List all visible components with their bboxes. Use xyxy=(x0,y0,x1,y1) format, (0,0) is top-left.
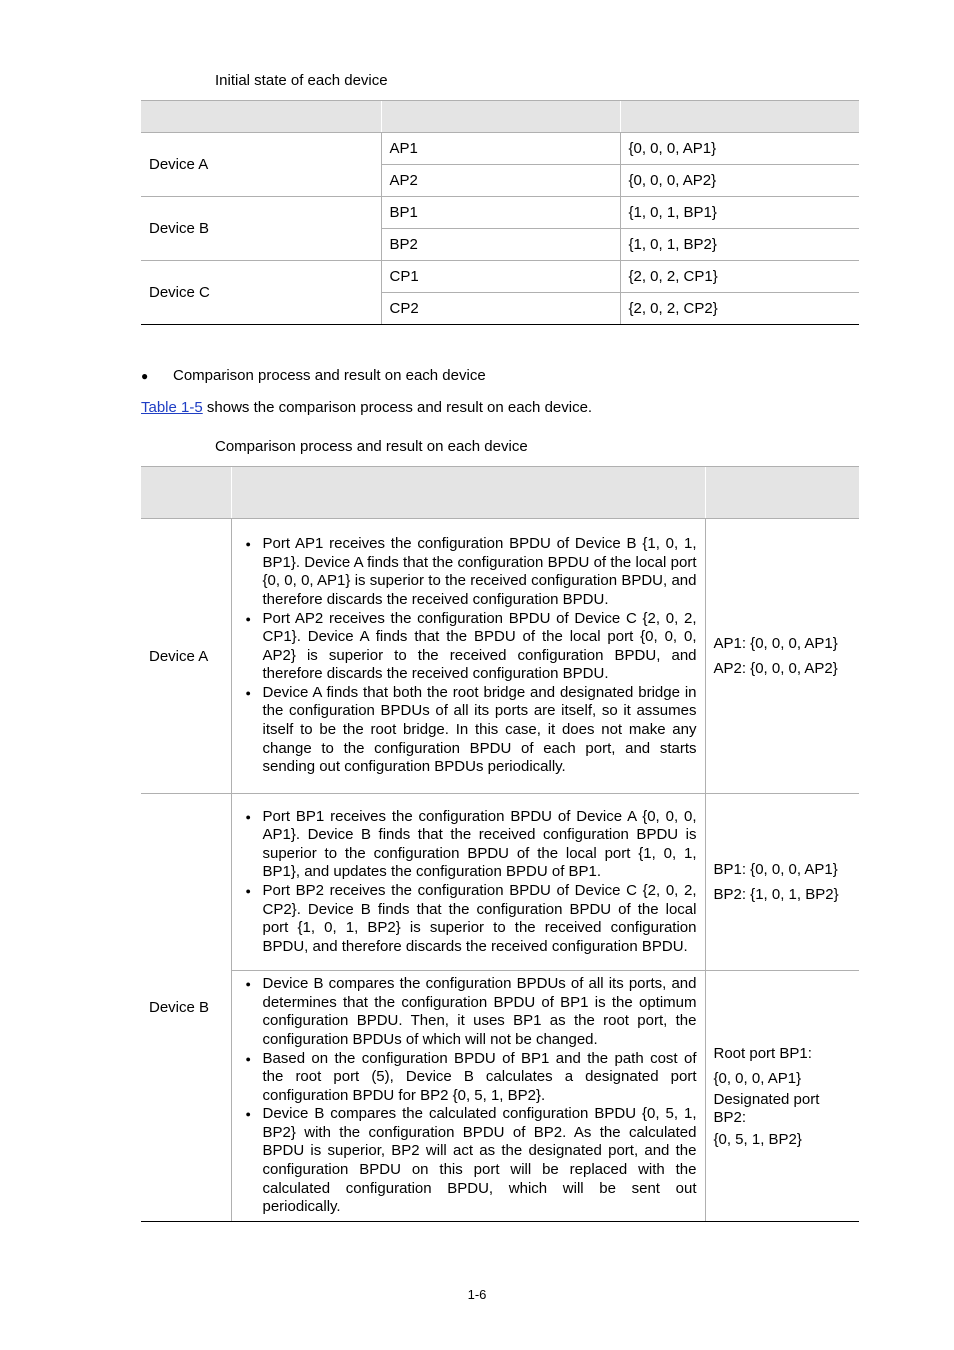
bpdu-cell: {0, 0, 0, AP1} xyxy=(620,133,859,165)
table1-header-cell xyxy=(141,101,381,133)
result-line: AP1: {0, 0, 0, AP1} xyxy=(713,635,838,652)
process-cell xyxy=(231,519,705,794)
bpdu-cell: {1, 0, 1, BP1} xyxy=(620,197,859,229)
table-row xyxy=(141,261,859,293)
list-item: ● Port AP2 receives the configuration BPDU of Device C {2, 0, 2, CP1}. Device A finds that the BPDU of the local port {0, 0, 0, AP2} is superior to the received configuration BPDU, and therefore discards the received configuration BPDU. xyxy=(240,610,697,684)
result-line: {0, 0, 0, AP1} xyxy=(713,1069,802,1087)
bpdu-cell: {2, 0, 2, CP2} xyxy=(620,293,859,325)
table1-header-row xyxy=(141,101,859,133)
table-row xyxy=(141,971,859,1222)
result-cell xyxy=(705,519,859,794)
table2-header-cell xyxy=(141,467,231,519)
device-cell: Device A xyxy=(141,519,231,794)
section-bullet xyxy=(141,367,486,385)
result-line: Designated port BP2: xyxy=(713,1090,820,1126)
table2-caption: Comparison process and result on each device xyxy=(215,438,528,455)
list-item: ● Device B compares the calculated configuration BPDU {0, 5, 1, BP2} with the configuration BPDU of BP2. As the calculated BPDU is superior, BP2 will act as the designated port, and the configuration BPDU on this port will be replaced with the calculated configuration BPDU, which will be sent out periodically. xyxy=(240,1105,697,1217)
result-cell xyxy=(705,971,859,1222)
bullet-icon: ● xyxy=(141,369,149,383)
list-item: ● Device B compares the configuration BPDUs of all its ports, and determines that the configuration BPDU of BP1 is the optimum configuration BPDU. Then, it uses BP1 as the root port, the configuration BPDUs of which will not be changed. xyxy=(240,975,697,1049)
intro-paragraph xyxy=(141,399,592,417)
result-line: Root port BP1: xyxy=(713,1044,812,1062)
device-cell: Device A xyxy=(141,133,381,197)
list-item: ● Port BP1 receives the configuration BPDU of Device A {0, 0, 0, AP1}. Device B finds that the received configuration BPDU is superior to the configuration BPDU of the local port {1, 0, 1, BP1}, and updates the configuration BPDU of BP1. xyxy=(240,808,697,882)
result-line: {0, 5, 1, BP2} xyxy=(713,1130,802,1148)
result-line: BP1: {0, 0, 0, AP1} xyxy=(713,861,838,878)
initial-state-table xyxy=(141,100,859,325)
bullet-text: Comparison process and result on each device xyxy=(173,367,486,384)
comparison-table xyxy=(141,466,859,1222)
port-cell: AP2 xyxy=(381,165,620,197)
table2-header-cell xyxy=(705,467,859,519)
table2-header-cell xyxy=(231,467,705,519)
table1-header-cell xyxy=(381,101,620,133)
process-cell xyxy=(231,794,705,971)
port-cell: AP1 xyxy=(381,133,620,165)
table-row xyxy=(141,519,859,794)
table-reference-link[interactable]: Table 1-5 xyxy=(141,399,203,416)
result-line: BP2: {1, 0, 1, BP2} xyxy=(713,886,839,903)
process-list xyxy=(240,808,697,957)
bpdu-cell: {2, 0, 2, CP1} xyxy=(620,261,859,293)
table1-caption: Initial state of each device xyxy=(215,72,388,89)
device-cell: Device B xyxy=(141,197,381,261)
table-row xyxy=(141,794,859,971)
result-cell xyxy=(705,794,859,971)
table-row xyxy=(141,133,859,165)
list-item: ● Device A finds that both the root bridge and designated bridge in the configuration BPDUs of all its ports are itself, so it assumes itself to be the root bridge. In this case, it does not make any change to the configuration BPDU of each port, and starts sending out configuration BPDUs periodically. xyxy=(240,684,697,777)
table2-header-row xyxy=(141,467,859,519)
table1-header-cell xyxy=(620,101,859,133)
list-item: ● Based on the configuration BPDU of BP1 and the path cost of the root port (5), Device B calculates a designated port configuration BPDU for BP2 {0, 5, 1, BP2}. xyxy=(240,1050,697,1106)
port-cell: BP2 xyxy=(381,229,620,261)
device-cell: Device C xyxy=(141,261,381,325)
process-list xyxy=(240,535,697,777)
port-cell: CP1 xyxy=(381,261,620,293)
page-number: 1-6 xyxy=(467,1287,487,1302)
process-list xyxy=(240,975,697,1217)
device-cell: Device B xyxy=(141,794,231,1222)
process-cell xyxy=(231,971,705,1222)
bpdu-cell: {0, 0, 0, AP2} xyxy=(620,165,859,197)
port-cell: CP2 xyxy=(381,293,620,325)
table-row xyxy=(141,197,859,229)
list-item: ● Port AP1 receives the configuration BPDU of Device B {1, 0, 1, BP1}. Device A finds that the configuration BPDU of the local port {0, 0, 0, AP1} is superior to the received configuration BPDU, and therefore discards the received configuration BPDU. xyxy=(240,535,697,609)
bpdu-cell: {1, 0, 1, BP2} xyxy=(620,229,859,261)
paragraph-text: shows the comparison process and result on each device. xyxy=(202,399,593,416)
port-cell: BP1 xyxy=(381,197,620,229)
list-item: ● Port BP2 receives the configuration BPDU of Device C {2, 0, 2, CP2}. Device B finds that the configuration BPDU of the local port {1, 0, 1, BP2} is superior to the received configuration BPDU, and therefore discards the received configuration BPDU. xyxy=(240,882,697,956)
result-line: AP2: {0, 0, 0, AP2} xyxy=(713,660,838,677)
